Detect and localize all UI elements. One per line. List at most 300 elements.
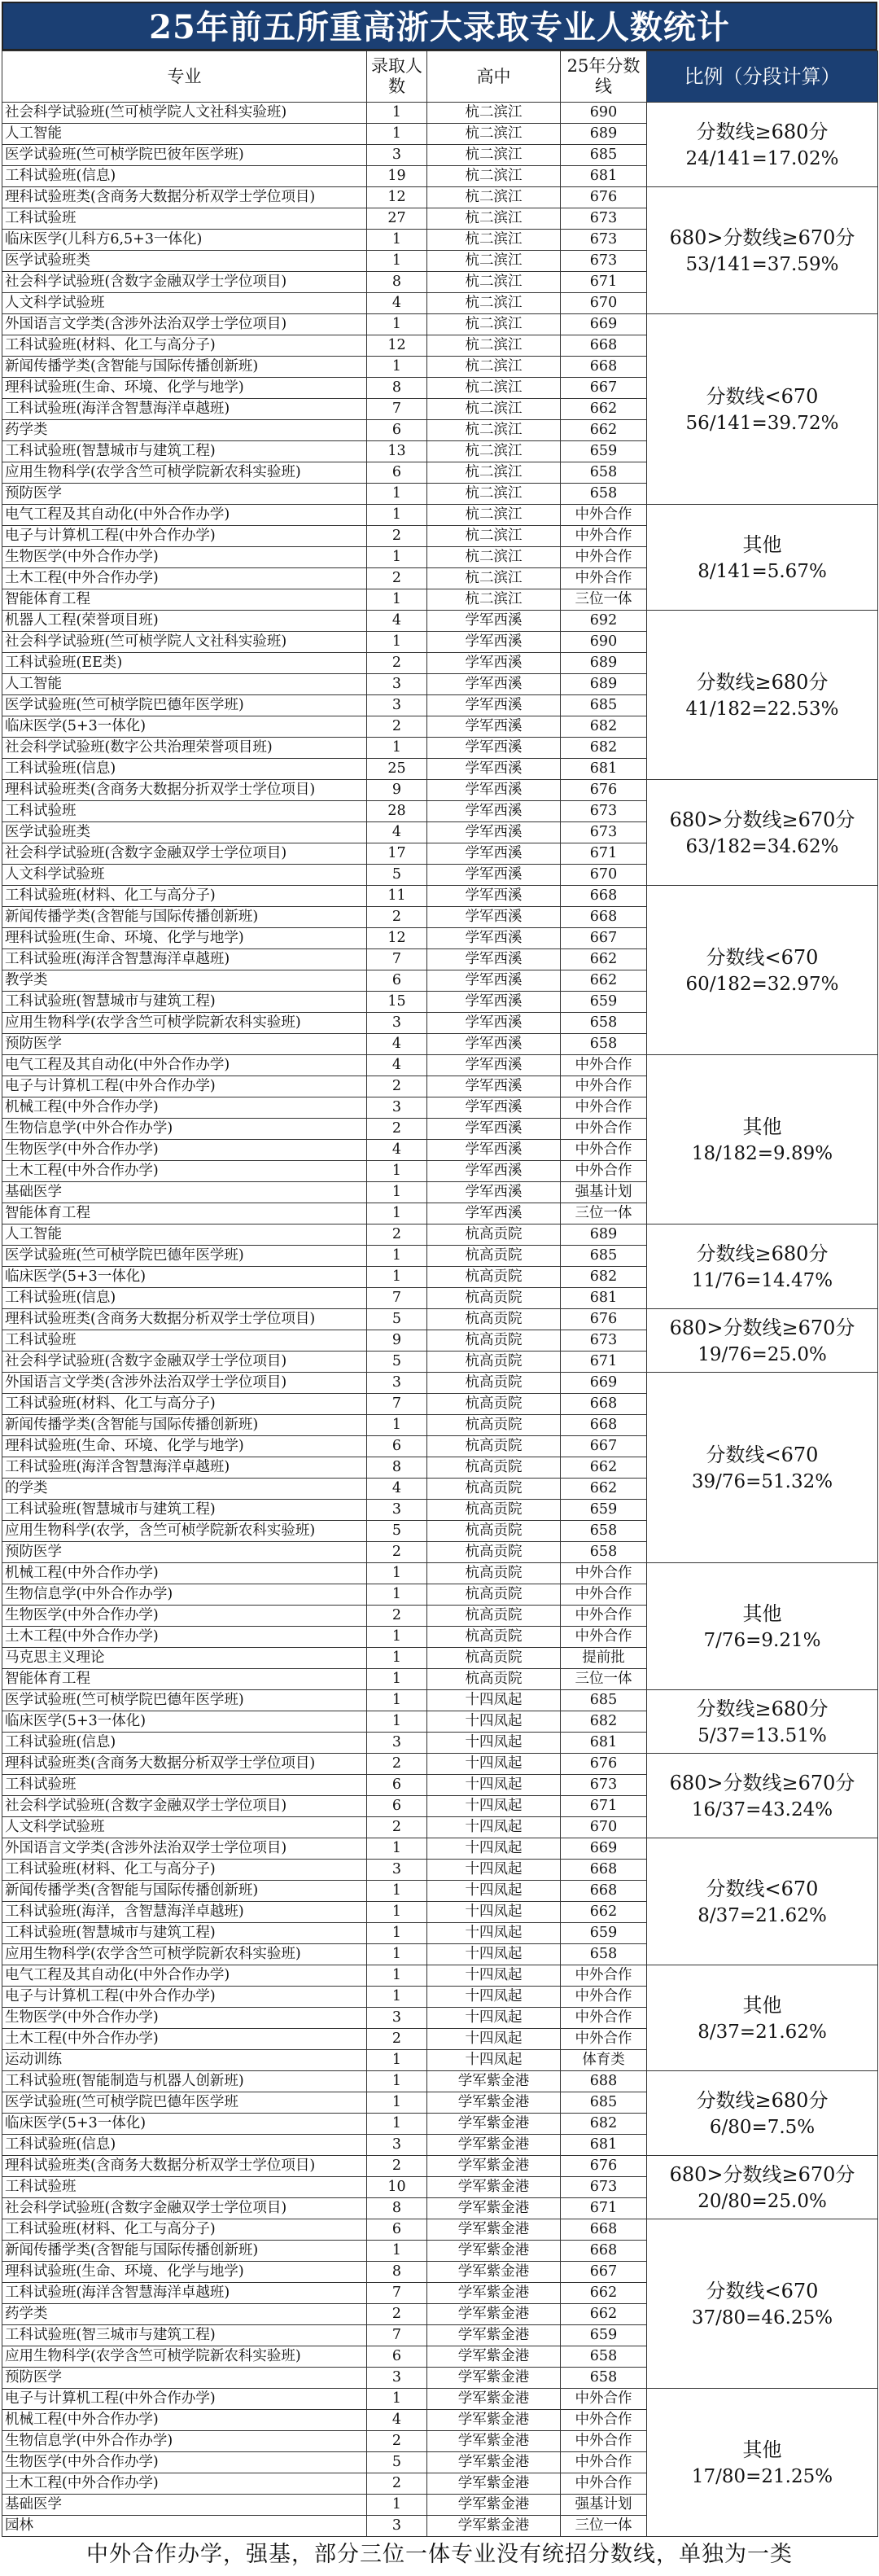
school-cell: 学军西溪 — [427, 1013, 561, 1034]
major-cell: 工科试验班 — [2, 208, 367, 230]
school-cell: 杭二滨江 — [427, 462, 561, 484]
count-cell: 27 — [367, 208, 427, 230]
major-cell: 理科试验班类(含商务大数据分析双学士学位项目) — [2, 187, 367, 208]
ratio-fraction: 24/141=17.02% — [685, 147, 839, 169]
school-cell: 十四凤起 — [427, 1881, 561, 1902]
major-cell: 工科试验班 — [2, 801, 367, 822]
major-cell: 新闻传播学类(含智能与国际传播创新班) — [2, 357, 367, 378]
school-cell: 杭二滨江 — [427, 357, 561, 378]
count-cell: 3 — [367, 1097, 427, 1119]
school-cell: 杭二滨江 — [427, 484, 561, 505]
count-cell: 2 — [367, 2431, 427, 2452]
school-cell: 学军西溪 — [427, 632, 561, 653]
count-cell: 2 — [367, 2156, 427, 2177]
major-cell: 临床医学(儿科方6,5+3一体化) — [2, 230, 367, 251]
ratio-fraction: 8/141=5.67% — [698, 560, 827, 582]
major-cell: 理科试验班类(含商务大数据分析双学士学位项目) — [2, 2156, 367, 2177]
school-cell: 学军西溪 — [427, 843, 561, 865]
score-cell: 658 — [561, 1521, 647, 1542]
ratio-category: 分数线≥680分 — [696, 1697, 829, 1720]
count-cell: 12 — [367, 187, 427, 208]
school-cell: 学军紫金港 — [427, 2241, 561, 2262]
score-cell: 668 — [561, 357, 647, 378]
ratio-fraction: 37/80=46.25% — [691, 2307, 833, 2328]
school-cell: 十四凤起 — [427, 1754, 561, 1775]
school-cell: 十四凤起 — [427, 1860, 561, 1881]
score-cell: 682 — [561, 738, 647, 759]
major-cell: 工科试验班(海洋含智慧海洋卓越班) — [2, 2283, 367, 2304]
major-cell: 医学试验班(竺可桢学院巴德年医学班) — [2, 695, 367, 716]
count-cell: 2 — [367, 2029, 427, 2050]
major-cell: 应用生物科学(农学含竺可桢学院新农科实验班) — [2, 462, 367, 484]
major-cell: 人工智能 — [2, 1224, 367, 1246]
count-cell: 1 — [367, 1267, 427, 1288]
score-cell: 中外合作 — [561, 1161, 647, 1182]
major-cell: 土木工程(中外合作办学) — [2, 2029, 367, 2050]
count-cell: 19 — [367, 166, 427, 187]
major-cell: 马克思主义理论 — [2, 1648, 367, 1669]
count-cell: 1 — [367, 589, 427, 611]
count-cell: 1 — [367, 1182, 427, 1203]
school-cell: 学军紫金港 — [427, 2346, 561, 2368]
count-cell: 1 — [367, 1161, 427, 1182]
table-row — [2, 1563, 878, 1584]
ratio-category: 680>分数线≥670分 — [669, 1771, 855, 1794]
score-cell: 中外合作 — [561, 1987, 647, 2008]
school-cell: 杭高贡院 — [427, 1669, 561, 1690]
count-cell: 3 — [367, 1860, 427, 1881]
ratio-category: 其他 — [742, 2438, 782, 2461]
school-cell: 学军紫金港 — [427, 2516, 561, 2537]
major-cell: 生物医学(中外合作办学) — [2, 2452, 367, 2473]
count-cell: 1 — [367, 2050, 427, 2071]
score-cell: 673 — [561, 822, 647, 843]
school-cell: 学军紫金港 — [427, 2198, 561, 2219]
header-major: 专业 — [2, 51, 367, 103]
ratio-cell — [647, 1373, 878, 1563]
school-cell: 学军紫金港 — [427, 2389, 561, 2410]
school-cell: 杭高贡院 — [427, 1648, 561, 1669]
count-cell: 4 — [367, 822, 427, 843]
major-cell: 工科试验班(智能制造与机器人创新班) — [2, 2071, 367, 2092]
school-cell: 学军西溪 — [427, 1161, 561, 1182]
ratio-category: 分数线<670 — [706, 945, 819, 969]
count-cell: 1 — [367, 1584, 427, 1606]
count-cell: 3 — [367, 2008, 427, 2029]
score-cell: 658 — [561, 1013, 647, 1034]
ratio-cell — [647, 1224, 878, 1309]
page-title: 25年前五所重高浙大录取专业人数统计 — [2, 2, 877, 50]
score-cell: 三位一体 — [561, 1203, 647, 1224]
school-cell: 杭高贡院 — [427, 1309, 561, 1330]
count-cell: 7 — [367, 2325, 427, 2346]
count-cell: 5 — [367, 2452, 427, 2473]
major-cell: 电气工程及其自动化(中外合作办学) — [2, 1055, 367, 1076]
score-cell: 中外合作 — [561, 1965, 647, 1987]
score-cell: 682 — [561, 1267, 647, 1288]
count-cell: 12 — [367, 928, 427, 949]
score-cell: 中外合作 — [561, 1076, 647, 1097]
score-cell: 中外合作 — [561, 2029, 647, 2050]
major-cell: 工科试验班(智慧城市与建筑工程) — [2, 992, 367, 1013]
major-cell: 社会科学试验班(含数字金融双学士学位项目) — [2, 1796, 367, 1817]
major-cell: 工科试验班(材料、化工与高分子) — [2, 1860, 367, 1881]
score-cell: 668 — [561, 1860, 647, 1881]
school-cell: 杭高贡院 — [427, 1436, 561, 1457]
ratio-fraction: 39/76=51.32% — [691, 1470, 833, 1492]
count-cell: 2 — [367, 2473, 427, 2495]
major-cell: 社会科学试验班(含数字金融双学士学位项目) — [2, 843, 367, 865]
count-cell: 1 — [367, 1881, 427, 1902]
count-cell: 1 — [367, 2092, 427, 2114]
score-cell: 658 — [561, 2368, 647, 2389]
score-cell: 685 — [561, 1246, 647, 1267]
major-cell: 生物医学(中外合作办学) — [2, 2008, 367, 2029]
major-cell: 药学类 — [2, 2304, 367, 2325]
table-row — [2, 103, 878, 124]
major-cell: 社会科学试验班(竺可桢学院人文社科实验班) — [2, 103, 367, 124]
score-cell: 681 — [561, 2135, 647, 2156]
score-cell: 667 — [561, 378, 647, 399]
count-cell: 1 — [367, 1923, 427, 1944]
ratio-cell — [647, 2156, 878, 2219]
school-cell: 杭二滨江 — [427, 420, 561, 441]
major-cell: 临床医学(5+3一体化) — [2, 716, 367, 738]
major-cell: 医学试验班(竺可桢学院巴德年医学班) — [2, 1690, 367, 1711]
score-cell: 681 — [561, 759, 647, 780]
count-cell: 1 — [367, 632, 427, 653]
major-cell: 理科试验班类(含商务大数据分析双学士学位项目) — [2, 1754, 367, 1775]
count-cell: 3 — [367, 2135, 427, 2156]
major-cell: 工科试验班(信息) — [2, 2135, 367, 2156]
ratio-category: 680>分数线≥670分 — [669, 226, 855, 249]
score-cell: 中外合作 — [561, 1563, 647, 1584]
score-cell: 676 — [561, 1754, 647, 1775]
ratio-category: 其他 — [742, 532, 782, 556]
ratio-fraction: 7/76=9.21% — [703, 1629, 821, 1651]
count-cell: 4 — [367, 611, 427, 632]
ratio-category: 680>分数线≥670分 — [669, 2162, 855, 2186]
score-cell: 670 — [561, 865, 647, 886]
ratio-fraction: 11/76=14.47% — [691, 1269, 833, 1291]
major-cell: 电子与计算机工程(中外合作办学) — [2, 1076, 367, 1097]
score-cell: 689 — [561, 1224, 647, 1246]
ratio-cell — [647, 611, 878, 780]
ratio-cell — [647, 1965, 878, 2071]
major-cell: 医学试验班(竺可桢学院巴彼年医学班) — [2, 145, 367, 166]
school-cell: 学军紫金港 — [427, 2368, 561, 2389]
ratio-fraction: 8/37=21.62% — [698, 2021, 827, 2043]
major-cell: 工科试验班(材料、化工与高分子) — [2, 886, 367, 907]
count-cell: 3 — [367, 1013, 427, 1034]
count-cell: 1 — [367, 357, 427, 378]
count-cell: 1 — [367, 230, 427, 251]
ratio-cell — [647, 1563, 878, 1690]
major-cell: 社会科学试验班(含数字金融双学士学位项目) — [2, 272, 367, 293]
score-cell: 692 — [561, 611, 647, 632]
school-cell: 杭高贡院 — [427, 1288, 561, 1309]
school-cell: 杭二滨江 — [427, 251, 561, 272]
school-cell: 学军紫金港 — [427, 2452, 561, 2473]
ratio-cell — [647, 2071, 878, 2156]
school-cell: 学军紫金港 — [427, 2071, 561, 2092]
score-cell: 667 — [561, 928, 647, 949]
major-cell: 工科试验班(材料、化工与高分子) — [2, 2219, 367, 2241]
count-cell: 3 — [367, 2516, 427, 2537]
score-cell: 强基计划 — [561, 1182, 647, 1203]
major-cell: 工科试验班(信息) — [2, 1733, 367, 1754]
count-cell: 1 — [367, 738, 427, 759]
school-cell: 杭二滨江 — [427, 187, 561, 208]
school-cell: 杭二滨江 — [427, 589, 561, 611]
ratio-category: 分数线≥680分 — [696, 1242, 829, 1265]
score-cell: 681 — [561, 1733, 647, 1754]
count-cell: 2 — [367, 1224, 427, 1246]
major-cell: 工科试验班(信息) — [2, 1288, 367, 1309]
major-cell: 生物医学(中外合作办学) — [2, 1606, 367, 1627]
major-cell: 工科试验班 — [2, 1330, 367, 1352]
count-cell: 7 — [367, 2283, 427, 2304]
score-cell: 662 — [561, 970, 647, 992]
score-cell: 682 — [561, 1711, 647, 1733]
count-cell: 9 — [367, 780, 427, 801]
count-cell: 7 — [367, 1394, 427, 1415]
ratio-category: 其他 — [742, 1115, 782, 1138]
school-cell: 十四凤起 — [427, 1796, 561, 1817]
count-cell: 1 — [367, 1987, 427, 2008]
score-cell: 中外合作 — [561, 2473, 647, 2495]
score-cell: 676 — [561, 2156, 647, 2177]
major-cell: 机械工程(中外合作办学) — [2, 1563, 367, 1584]
ratio-cell — [647, 1838, 878, 1965]
school-cell: 学军紫金港 — [427, 2219, 561, 2241]
major-cell: 基础医学 — [2, 1182, 367, 1203]
score-cell: 673 — [561, 1775, 647, 1796]
footnote: 中外合作办学，强基，部分三位一体专业没有统招分数线，单独为一类 — [86, 2542, 793, 2567]
school-cell: 杭二滨江 — [427, 314, 561, 335]
count-cell: 8 — [367, 2262, 427, 2283]
score-cell: 673 — [561, 208, 647, 230]
count-cell: 6 — [367, 1436, 427, 1457]
count-cell: 6 — [367, 2219, 427, 2241]
score-cell: 671 — [561, 1796, 647, 1817]
school-cell: 学军西溪 — [427, 801, 561, 822]
score-cell: 681 — [561, 1288, 647, 1309]
school-cell: 学军紫金港 — [427, 2092, 561, 2114]
school-cell: 学军西溪 — [427, 865, 561, 886]
school-cell: 学军西溪 — [427, 1097, 561, 1119]
ratio-cell — [647, 1754, 878, 1838]
school-cell: 学军西溪 — [427, 907, 561, 928]
score-cell: 三位一体 — [561, 2516, 647, 2537]
ratio-category: 分数线≥680分 — [696, 120, 829, 143]
count-cell: 1 — [367, 2071, 427, 2092]
count-cell: 5 — [367, 1352, 427, 1373]
count-cell: 2 — [367, 1542, 427, 1563]
major-cell: 医学试验班类 — [2, 251, 367, 272]
count-cell: 1 — [367, 314, 427, 335]
table-row — [2, 780, 878, 801]
score-cell: 658 — [561, 1034, 647, 1055]
score-cell: 662 — [561, 2283, 647, 2304]
score-cell: 中外合作 — [561, 1119, 647, 1140]
ratio-cell — [647, 505, 878, 611]
table-row — [2, 1754, 878, 1775]
major-cell: 工科试验班 — [2, 2177, 367, 2198]
major-cell: 工科试验班(智慧城市与建筑工程) — [2, 1923, 367, 1944]
score-cell: 670 — [561, 293, 647, 314]
school-cell: 学军紫金港 — [427, 2262, 561, 2283]
school-cell: 杭高贡院 — [427, 1352, 561, 1373]
major-cell: 医学试验班(竺可桢学院巴德年医学班) — [2, 1246, 367, 1267]
major-cell: 临床医学(5+3一体化) — [2, 1711, 367, 1733]
score-cell: 673 — [561, 251, 647, 272]
school-cell: 杭高贡院 — [427, 1457, 561, 1479]
ratio-cell — [647, 103, 878, 187]
score-cell: 659 — [561, 992, 647, 1013]
count-cell: 2 — [367, 568, 427, 589]
count-cell: 7 — [367, 949, 427, 970]
count-cell: 8 — [367, 2198, 427, 2219]
major-cell: 人文科学试验班 — [2, 293, 367, 314]
count-cell: 1 — [367, 103, 427, 124]
school-cell: 学军紫金港 — [427, 2283, 561, 2304]
major-cell: 社会科学试验班(含数字金融双学士学位项目) — [2, 1352, 367, 1373]
header-score: 25年分数线 — [561, 51, 647, 103]
table-row — [2, 2071, 878, 2092]
score-cell: 671 — [561, 1352, 647, 1373]
ratio-cell — [647, 2219, 878, 2389]
major-cell: 工科试验班(EE类) — [2, 653, 367, 674]
count-cell: 1 — [367, 1648, 427, 1669]
count-cell: 3 — [367, 674, 427, 695]
school-cell: 学军西溪 — [427, 992, 561, 1013]
school-cell: 学军西溪 — [427, 822, 561, 843]
school-cell: 学军紫金港 — [427, 2114, 561, 2135]
score-cell: 662 — [561, 1902, 647, 1923]
major-cell: 理科试验班(生命、环境、化学与地学) — [2, 2262, 367, 2283]
score-cell: 658 — [561, 1944, 647, 1965]
ratio-category: 其他 — [742, 1601, 782, 1625]
major-cell: 理科试验班类(含商务大数据分折双学士学位项目) — [2, 780, 367, 801]
ratio-category: 680>分数线≥670分 — [669, 808, 855, 831]
score-cell: 659 — [561, 1923, 647, 1944]
score-cell: 中外合作 — [561, 2389, 647, 2410]
ratio-cell — [647, 2389, 878, 2537]
school-cell: 十四凤起 — [427, 1838, 561, 1860]
school-cell: 十四凤起 — [427, 1923, 561, 1944]
ratio-fraction: 17/80=21.25% — [691, 2465, 833, 2487]
score-cell: 提前批 — [561, 1648, 647, 1669]
score-cell: 中外合作 — [561, 1627, 647, 1648]
school-cell: 杭二滨江 — [427, 145, 561, 166]
count-cell: 4 — [367, 1140, 427, 1161]
major-cell: 应用生物科学(农学含竺可桢学院新农科实验班) — [2, 2346, 367, 2368]
school-cell: 学军西溪 — [427, 695, 561, 716]
count-cell: 1 — [367, 484, 427, 505]
school-cell: 学军紫金港 — [427, 2135, 561, 2156]
school-cell: 十四凤起 — [427, 1775, 561, 1796]
count-cell: 4 — [367, 1034, 427, 1055]
major-cell: 运动训练 — [2, 2050, 367, 2071]
count-cell: 15 — [367, 992, 427, 1013]
major-cell: 土木工程(中外合作办学) — [2, 1627, 367, 1648]
score-cell: 658 — [561, 462, 647, 484]
school-cell: 学军紫金港 — [427, 2410, 561, 2431]
table-row — [2, 1224, 878, 1246]
school-cell: 十四凤起 — [427, 1944, 561, 1965]
ratio-category: 分数线<670 — [706, 1443, 819, 1466]
major-cell: 社会科学试验班(竺可桢学院人文社科实验班) — [2, 632, 367, 653]
score-cell: 669 — [561, 314, 647, 335]
school-cell: 杭二滨江 — [427, 505, 561, 526]
score-cell: 668 — [561, 2219, 647, 2241]
school-cell: 杭高贡院 — [427, 1563, 561, 1584]
count-cell: 1 — [367, 1965, 427, 1987]
ratio-cell — [647, 1055, 878, 1224]
major-cell: 土木工程(中外合作办学) — [2, 568, 367, 589]
school-cell: 十四凤起 — [427, 1965, 561, 1987]
school-cell: 学军紫金港 — [427, 2325, 561, 2346]
count-cell: 7 — [367, 399, 427, 420]
table-row — [2, 1055, 878, 1076]
major-cell: 电气工程及其自动化(中外合作办学) — [2, 1965, 367, 1987]
score-cell: 662 — [561, 1479, 647, 1500]
score-cell: 685 — [561, 1690, 647, 1711]
admission-table — [2, 50, 878, 2537]
table-row — [2, 2389, 878, 2410]
school-cell: 学军西溪 — [427, 716, 561, 738]
score-cell: 682 — [561, 2114, 647, 2135]
count-cell: 6 — [367, 420, 427, 441]
school-cell: 十四凤起 — [427, 1902, 561, 1923]
score-cell: 中外合作 — [561, 547, 647, 568]
school-cell: 杭二滨江 — [427, 526, 561, 547]
major-cell: 智能体育工程 — [2, 1669, 367, 1690]
school-cell: 学军西溪 — [427, 780, 561, 801]
score-cell: 662 — [561, 420, 647, 441]
count-cell: 2 — [367, 2304, 427, 2325]
school-cell: 杭二滨江 — [427, 166, 561, 187]
school-cell: 十四凤起 — [427, 1733, 561, 1754]
count-cell: 2 — [367, 907, 427, 928]
school-cell: 杭高贡院 — [427, 1267, 561, 1288]
count-cell: 3 — [367, 1373, 427, 1394]
table-row — [2, 1838, 878, 1860]
major-cell: 预防医学 — [2, 2368, 367, 2389]
score-cell: 658 — [561, 2346, 647, 2368]
header-ratio: 比例（分段计算） — [647, 51, 878, 103]
score-cell: 667 — [561, 2262, 647, 2283]
score-cell: 中外合作 — [561, 526, 647, 547]
major-cell: 理科试验班(生命、环境、化学与地学) — [2, 1436, 367, 1457]
ratio-fraction: 60/182=32.97% — [685, 973, 839, 995]
count-cell: 3 — [367, 1733, 427, 1754]
count-cell: 13 — [367, 441, 427, 462]
major-cell: 机械工程(中外合作办学) — [2, 1097, 367, 1119]
ratio-cell — [647, 314, 878, 505]
score-cell: 中外合作 — [561, 1097, 647, 1119]
score-cell: 658 — [561, 1542, 647, 1563]
major-cell: 土木工程(中外合作办学) — [2, 2473, 367, 2495]
score-cell: 668 — [561, 1415, 647, 1436]
school-cell: 杭二滨江 — [427, 378, 561, 399]
score-cell: 662 — [561, 399, 647, 420]
major-cell: 工科试验班(信息) — [2, 166, 367, 187]
school-cell: 十四凤起 — [427, 1711, 561, 1733]
ratio-cell — [647, 1309, 878, 1373]
count-cell: 1 — [367, 505, 427, 526]
